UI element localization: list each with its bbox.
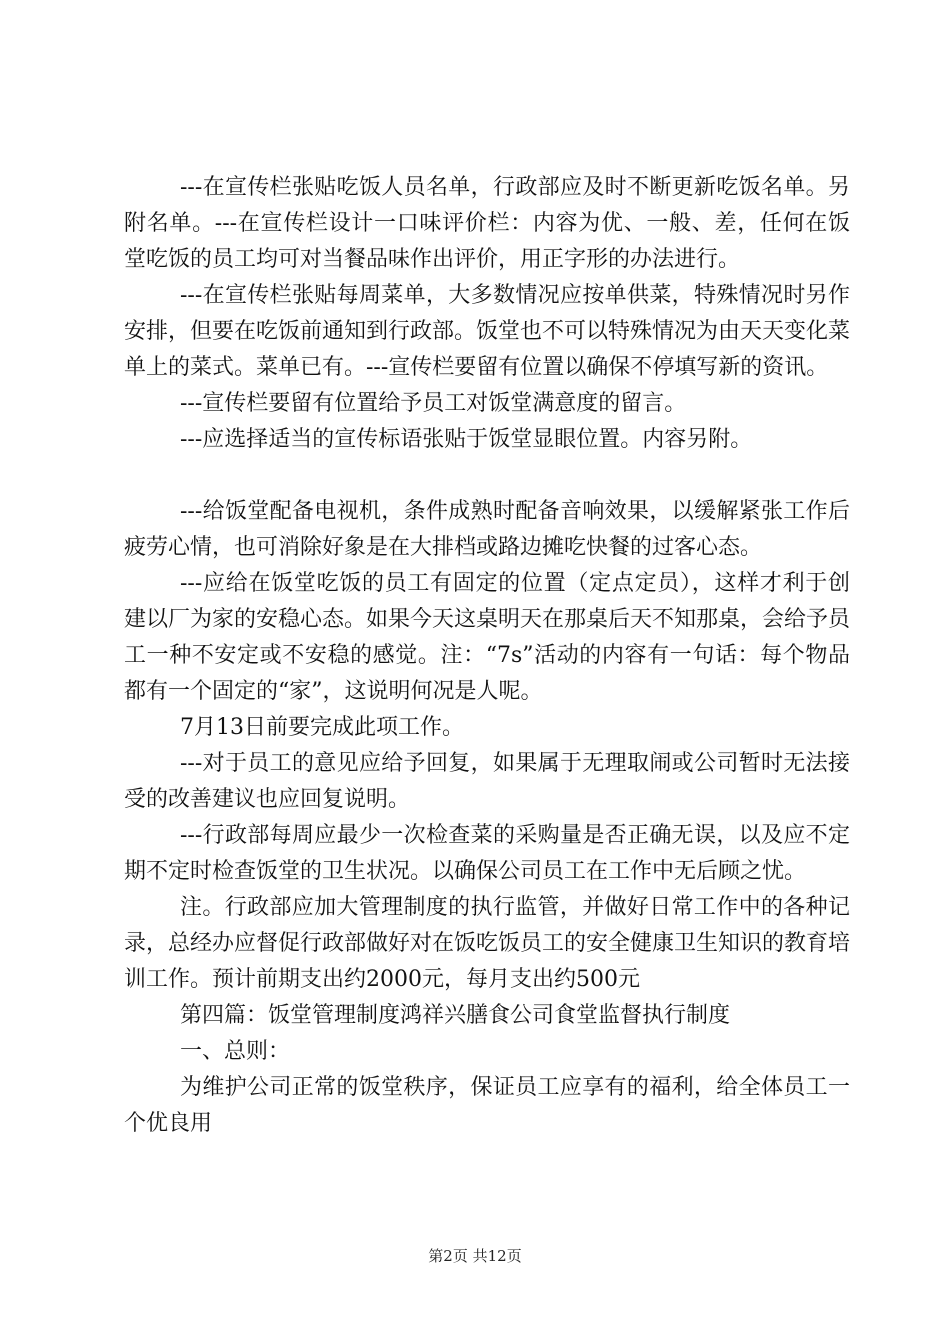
paragraph-employee-feedback: ---对于员工的意见应给予回复，如果属于无理取闹或公司暂时无法接受的改善建议也应回复说明。 — [124, 751, 850, 812]
paragraph-weekly-menu: ---在宣传栏张贴每周菜单，大多数情况应按单供菜，特殊情况时另作安排，但要在吃饭前通知到行政部。饭堂也不可以特殊情况为由天天变化菜单上的菜式。菜单已有。---宣传栏要留有位置以确保不停填写新的资讯。 — [124, 283, 851, 380]
paragraph-name-list: ---在宣传栏张贴吃饭人员名单，行政部应及时不断更新吃饭名单。另附名单。---在宣传栏设计一口味评价栏：内容为优、一般、差，任何在饭堂吃饭的员工均可对当餐品味作出评价，用正字形的办法进行。 — [124, 175, 850, 272]
paragraph-deadline: 7月13日前要完成此项工作。 — [180, 715, 464, 740]
paragraph-slogan: ---应选择适当的宣传标语张贴于饭堂显眼位置。内容另附。 — [180, 427, 753, 452]
paragraph-inspection: ---行政部每周应最少一次检查菜的采购量是否正确无误，以及应不定期不定时检查饭堂的卫生状况。以确保公司员工在工作中无后顾之忧。 — [124, 823, 850, 884]
paragraph-note-budget: 注。行政部应加大管理制度的执行监管，并做好日常工作中的各种记录，总经办应督促行政部做好对在饭吃饭员工的安全健康卫生知识的教育培训工作。预计前期支出约2000元，每月支出约500元 — [124, 895, 851, 992]
paragraph-satisfaction-message: ---宣传栏要留有位置给予员工对饭堂满意度的留言。 — [180, 391, 687, 416]
paragraph-television: ---给饭堂配备电视机，条件成熟时配备音响效果，以缓解紧张工作后疲劳心情，也可消除好象是在大排档或路边摊吃快餐的过客心态。 — [124, 499, 850, 560]
subsection-heading: 一、总则： — [180, 1039, 291, 1064]
page-footer: 第2页 共12页 — [428, 1247, 522, 1265]
paragraph-fixed-seating: ---应给在饭堂吃饭的员工有固定的位置（定点定员），这样才利于创建以厂为家的安稳心态。如果今天这桌明天在那桌后天不知那桌，会给予员工一种不安定或不安稳的感觉。注：“7s”活动的内容有一句话：每个物品都有一个固定的“家”，这说明何况是人呢。 — [124, 571, 851, 704]
section-heading: 第四篇：饭堂管理制度鸿祥兴膳食公司食堂监督执行制度 — [180, 1003, 731, 1028]
paragraph-spacer — [124, 458, 850, 494]
document-body — [124, 170, 850, 1142]
paragraph-general-rules: 为维护公司正常的饭堂秩序，保证员工应享有的福利，给全体员工一个优良用 — [124, 1075, 850, 1136]
